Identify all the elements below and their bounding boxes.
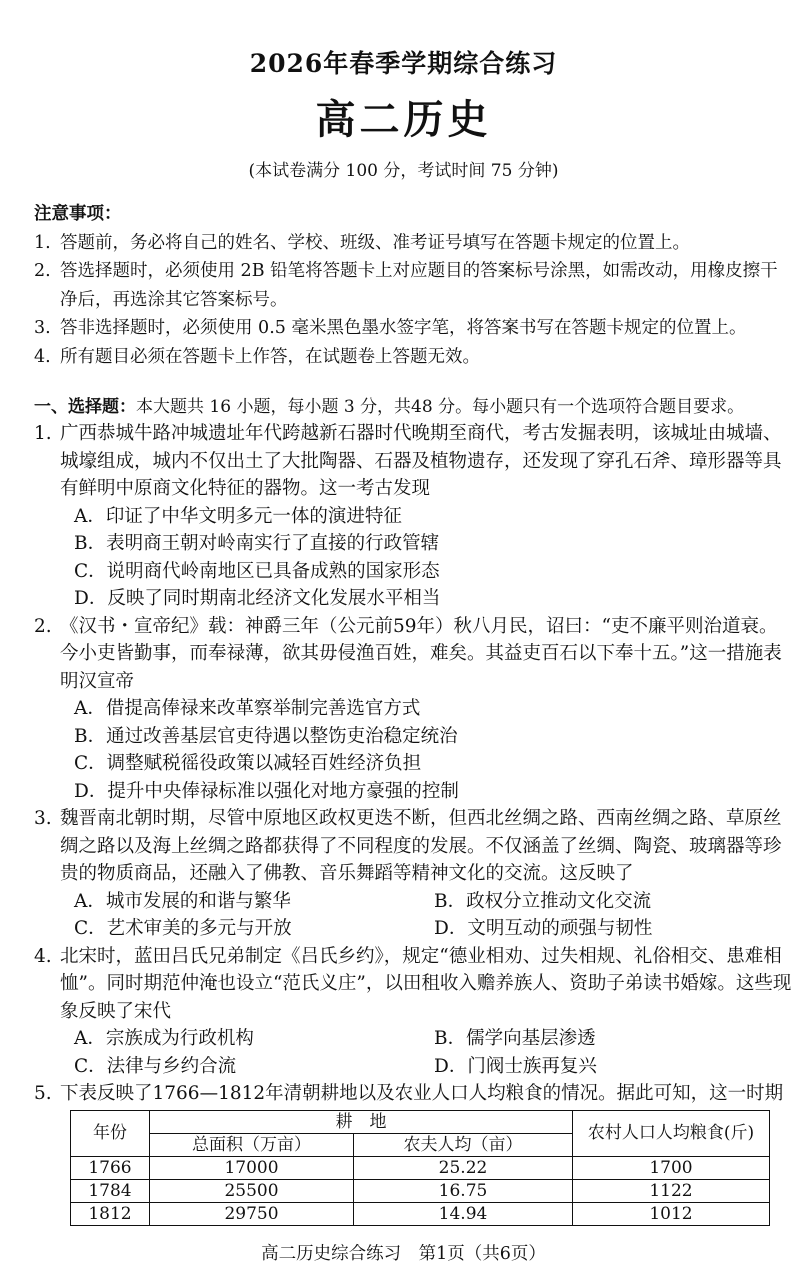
option-b: B．通过改善基层官吏待遇以整饬吏治稳定统治 [74,725,458,747]
header-farmland-group: 耕 地 [150,1110,573,1133]
option-c: C．调整赋税徭役政策以减轻百姓经济负担 [74,753,422,774]
exam-info: (本试卷满分 100 分，考试时间 75 分钟) [248,161,559,181]
cell-grain: 1700 [573,1156,770,1179]
exam-term-title: 2026年春季学期综合练习 [249,49,558,78]
question-5 [34,1080,794,1226]
notice-item [34,229,794,258]
question-1 [34,420,794,613]
option-a: A．宗族成为行政机构 [74,1028,254,1049]
notice-number: 3. [34,318,51,338]
question-2 [34,613,794,806]
header-total-area: 总面积（万亩） [150,1133,354,1156]
farmland-grain-table [70,1110,770,1226]
cell-per-farmer: 25.22 [354,1156,573,1179]
notice-heading: 注意事项： [34,204,122,224]
table-row [71,1202,770,1225]
cell-total-area: 17000 [150,1156,354,1179]
notice-text: 答非选择题时，必须使用 0.5 毫米黑色墨水签字笔，将答案书写在答题卡规定的位置上。 [60,318,747,338]
table-row [71,1156,770,1179]
cell-per-farmer: 16.75 [354,1179,573,1202]
option-b: B．政权分立推动文化交流 [434,890,652,912]
question-stem: 北宋时，蓝田吕氏兄弟制定《吕氏乡约》，规定“德业相劝、过失相规、礼俗相交、患难相恤”。同时期范仲淹也设立“范氏义庄”，以田租收入赡养族人、资助子弟读书婚嫁。这些现象反映了宋代 [60,945,792,1022]
option-b: B．表明商王朝对岭南实行了直接的行政管辖 [74,533,440,554]
table-row [71,1179,770,1202]
option-d: D．反映了同时期南北经济文化发展水平相当 [74,588,441,609]
page-footer: 高二历史综合练习 第1页（共6页） [261,1244,546,1264]
header-year: 年份 [71,1110,150,1156]
option-d: D．门阀士族再复兴 [434,1055,597,1077]
option-c: C．艺术审美的多元与开放 [74,918,292,939]
cell-per-farmer: 14.94 [354,1202,573,1225]
cell-total-area: 29750 [150,1202,354,1225]
question-stem: 《汉书・宣帝纪》载：神爵三年（公元前59年）秋八月民，诏曰：“吏不廉平则治道衰。今小吏皆勤事，而奉禄薄，欲其毋侵渔百姓，难矣。其益吏百石以下奉十五。”这一措施表明汉宣帝 [60,615,782,692]
notice-item [34,257,794,314]
notice-number: 4. [34,346,51,367]
option-d: D．文明互动的顽强与韧性 [434,918,653,939]
section-instructions: 本大题共 16 小题，每小题 3 分，共48 分。每小题只有一个选项符合题目要求。 [136,397,745,417]
cell-year: 1784 [71,1179,150,1202]
option-a: A．借提高俸禄来改革察举制完善选官方式 [74,698,421,719]
farmland-table-wrapper [70,1110,770,1226]
notice-item [34,343,794,372]
question-list [34,420,794,1226]
cell-grain: 1122 [573,1179,770,1202]
question-number: 5. [34,1083,52,1104]
question-stem: 魏晋南北朝时期，尽管中原地区政权更迭不断，但西北丝绸之路、西南丝绸之路、草原丝绸之路以及海上丝绸之路都获得了不同程度的发展。不仅涵盖了丝绸、陶瓷、玻璃器等珍贵的物质商品，还融入了佛教、音乐舞蹈等精神文化的交流。这反映了 [60,808,782,884]
question-number: 1. [34,423,52,444]
header-per-farmer: 农夫人均（亩） [354,1133,573,1156]
subject-title: 高二历史 [315,96,492,143]
notice-text: 答题前，务必将自己的姓名、学校、班级、准考证号填写在答题卡规定的位置上。 [60,232,690,253]
notice-item [34,314,794,343]
cell-year: 1812 [71,1202,150,1225]
option-a: A．城市发展的和谐与繁华 [74,890,291,912]
question-number: 2. [34,615,52,637]
question-number: 3. [34,808,52,829]
notice-number: 2. [34,261,51,281]
cell-grain: 1012 [573,1202,770,1225]
option-c: C．说明商代岭南地区已具备成熟的国家形态 [74,560,440,582]
option-a: A．印证了中华文明多元一体的演进特征 [74,505,402,527]
cell-total-area: 25500 [150,1179,354,1202]
option-c: C．法律与乡约合流 [74,1055,237,1077]
notice-text: 所有题目必须在答题卡上作答，在试题卷上答题无效。 [60,346,480,367]
question-stem: 广西恭城牛路冲城遗址年代跨越新石器时代晚期至商代，考古发掘表明，该城址由城墙、城壕组成，城内不仅出土了大批陶器、石器及植物遗存，还发现了穿孔石斧、璋形器等具有鲜明中原商文化特征的器物。这一考古发现 [60,423,782,499]
option-b: B．儒学向基层渗透 [434,1028,596,1049]
section-heading [34,394,794,420]
section-label: 一、选择题： [34,397,136,417]
cell-year: 1766 [71,1156,150,1179]
notice-text: 答选择题时，必须使用 2B 铅笔将答题卡上对应题目的答案标号涂黑，如需改动，用橡皮擦干净后，再选涂其它答案标号。 [60,261,778,310]
header-grain-per-capita: 农村人口人均粮食(斤) [573,1110,770,1156]
question-4 [34,943,794,1081]
question-stem: 下表反映了1766—1812年清朝耕地以及农业人口人均粮食的情况。据此可知，这一时期 [60,1083,784,1104]
question-number: 4. [34,945,52,967]
option-d: D．提升中央俸禄标准以强化对地方豪强的控制 [74,780,459,802]
notice-number: 1. [34,232,51,253]
question-3 [34,805,794,943]
notice-block [34,200,794,371]
